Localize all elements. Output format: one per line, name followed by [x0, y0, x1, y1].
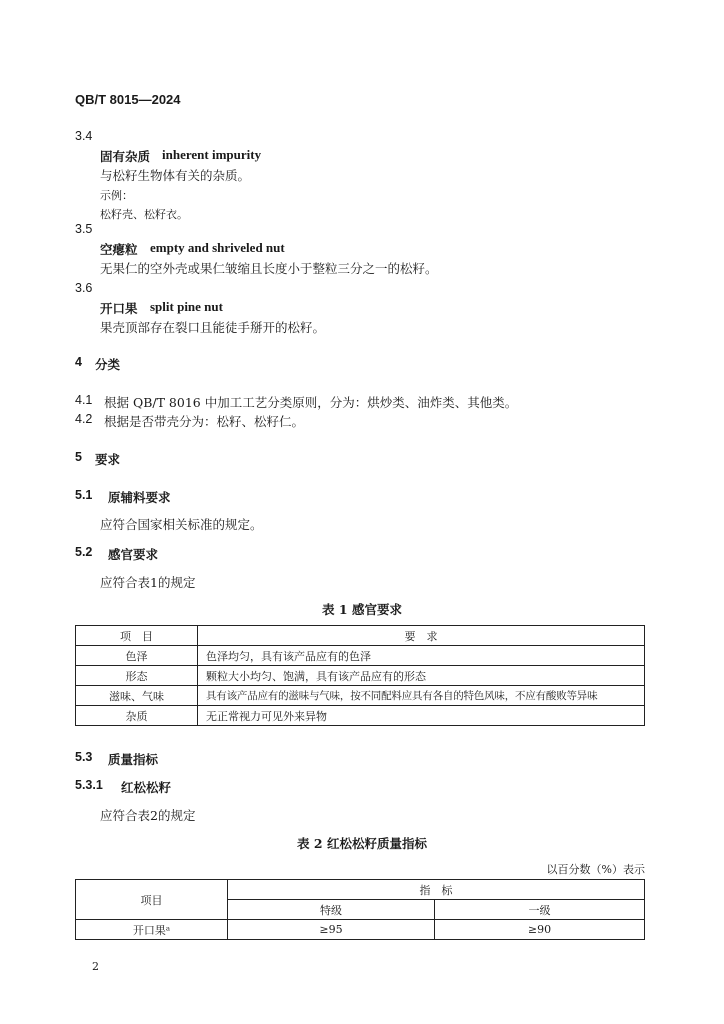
term-number: 3.6 [75, 281, 93, 295]
clause-text: 应符合表1的规定 [100, 575, 196, 590]
term-definition: 与松籽生物体有关的杂质。 [100, 168, 251, 183]
table2 [75, 879, 645, 940]
table-cell: ≥95 [228, 920, 435, 940]
example-label: 示例： [100, 189, 133, 202]
table-cell: ≥90 [435, 920, 645, 940]
table-row [76, 646, 645, 666]
table-header-row [76, 880, 645, 900]
term-english: inherent impurity [162, 147, 262, 162]
table-cell: 开口果ᵃ [76, 920, 228, 940]
table-header-cell: 指 标 [228, 880, 645, 900]
section-number: 5 [75, 450, 82, 464]
table-row [76, 706, 645, 726]
table1-caption: 表 1 感官要求 [322, 602, 402, 617]
section-number: 4 [75, 355, 82, 369]
table-cell: 形态 [76, 666, 198, 686]
clause-number: 5.2 [75, 545, 93, 559]
table-row [76, 920, 645, 940]
standard-code: QB/T 8015—2024 [75, 92, 181, 107]
clause-title: 红松松籽 [121, 780, 172, 795]
clause-text: 根据是否带壳分为：松籽、松籽仁。 [104, 414, 305, 429]
page-number: 2 [92, 960, 99, 973]
table-cell: 杂质 [76, 706, 198, 726]
clause-title: 质量指标 [108, 752, 159, 767]
term-definition: 果壳顶部存在裂口且能徒手掰开的松籽。 [100, 320, 326, 335]
term-number: 3.5 [75, 222, 93, 236]
term-number: 3.4 [75, 129, 93, 143]
clause-number: 4.2 [75, 412, 93, 426]
clause-number: 4.1 [75, 393, 93, 407]
term-english: split pine nut [150, 299, 223, 314]
term-english: empty and shriveled nut [150, 240, 285, 255]
table-header-cell: 特级 [228, 900, 435, 920]
table-header-row [76, 626, 645, 646]
table-cell: 颗粒大小均匀、饱满，具有该产品应有的形态 [198, 666, 645, 686]
term-chinese: 空瘪粒 [100, 242, 138, 257]
table-header-cell: 一级 [435, 900, 645, 920]
table-cell: 滋味、气味 [76, 686, 198, 706]
table-cell: 无正常视力可见外来异物 [198, 706, 645, 726]
clause-text: 应符合国家相关标准的规定。 [100, 517, 263, 532]
clause-text: 根据 QB/T 8016 中加工工艺分类原则，分为：烘炒类、油炸类、其他类。 [104, 395, 518, 410]
clause-text: 应符合表2的规定 [100, 808, 196, 823]
table-row [76, 666, 645, 686]
table-header-cell: 项 目 [76, 626, 198, 646]
table-header-cell: 要 求 [198, 626, 645, 646]
table2-unit: 以百分数（%）表示 [546, 863, 645, 876]
table-cell: 色泽 [76, 646, 198, 666]
section-title: 分类 [95, 357, 121, 372]
table-row [76, 686, 645, 706]
clause-title: 感官要求 [108, 547, 159, 562]
clause-title: 原辅料要求 [108, 490, 171, 505]
clause-number: 5.3.1 [75, 778, 103, 792]
section-title: 要求 [95, 452, 121, 467]
term-chinese: 开口果 [100, 301, 138, 316]
example-text: 松籽壳、松籽衣。 [100, 208, 188, 221]
clause-number: 5.3 [75, 750, 93, 764]
term-definition: 无果仁的空外壳或果仁皱缩且长度小于整粒三分之一的松籽。 [100, 261, 438, 276]
table2-caption: 表 2 红松松籽质量指标 [297, 836, 427, 851]
clause-number: 5.1 [75, 488, 93, 502]
term-chinese: 固有杂质 [100, 149, 151, 164]
table1 [75, 625, 645, 726]
table-header-cell: 项目 [76, 880, 228, 920]
table-cell: 色泽均匀，具有该产品应有的色泽 [198, 646, 645, 666]
table-cell: 具有该产品应有的滋味与气味，按不同配料应具有各自的特色风味，不应有酸败等异味 [198, 686, 645, 706]
